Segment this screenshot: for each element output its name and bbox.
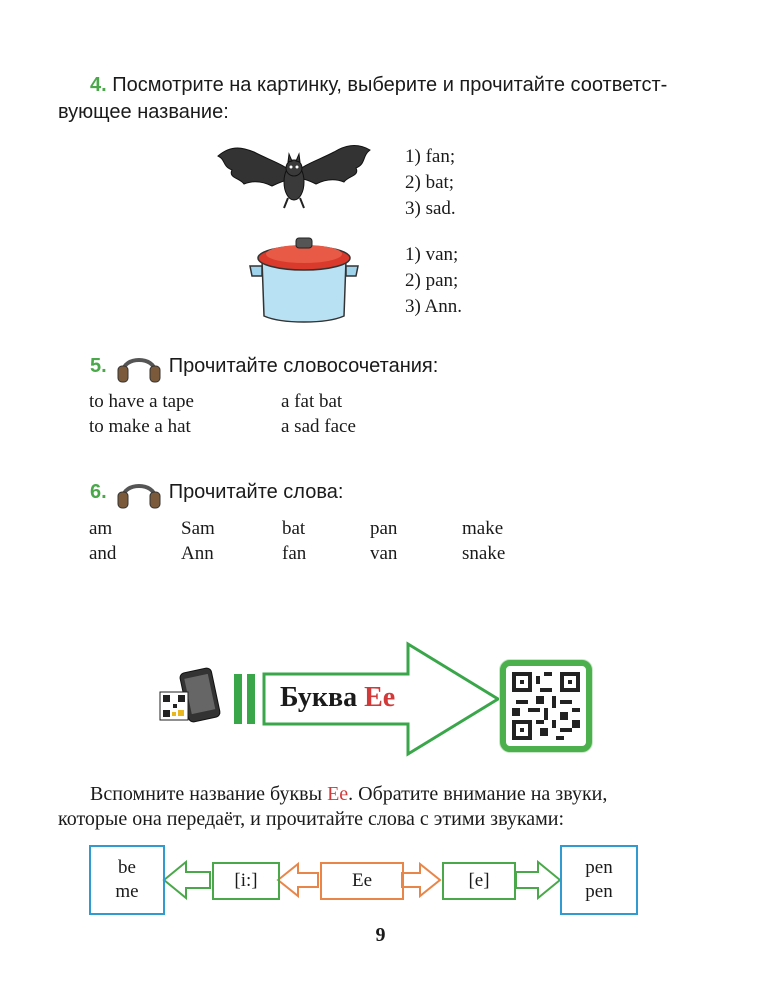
banner-letter: Ee bbox=[364, 682, 396, 713]
task4-number: 4. bbox=[90, 74, 107, 96]
banner-title bbox=[280, 678, 395, 718]
word: and bbox=[89, 543, 117, 564]
word: snake bbox=[462, 543, 506, 564]
option-item[interactable]: 2) bat; bbox=[405, 172, 455, 193]
qr-code[interactable] bbox=[500, 660, 592, 752]
intro-line1 bbox=[90, 782, 607, 807]
task5-col2 bbox=[281, 389, 356, 439]
sound-box-short: [e] bbox=[442, 862, 516, 900]
phrase-item: a fat bat bbox=[281, 391, 343, 412]
word: am bbox=[89, 518, 113, 539]
headphones-icon[interactable] bbox=[115, 474, 163, 510]
word: bat bbox=[282, 518, 306, 539]
word: Ann bbox=[181, 543, 214, 564]
word: van bbox=[370, 543, 398, 564]
option-item[interactable]: 3) Ann. bbox=[405, 296, 462, 317]
word: me bbox=[115, 881, 139, 902]
phone-scan-icon[interactable] bbox=[158, 666, 222, 728]
phrase-item: to have a tape bbox=[89, 391, 194, 412]
left-words-box bbox=[89, 845, 165, 915]
option-item[interactable]: 3) sad. bbox=[405, 198, 456, 219]
word-row bbox=[89, 541, 529, 566]
task4-line1: Посмотрите на картинку, выберите и прочитайте соответст- bbox=[112, 74, 668, 96]
option-item[interactable]: 1) fan; bbox=[405, 146, 456, 167]
task4-options-2 bbox=[405, 242, 462, 320]
phrase-item: a sad face bbox=[281, 416, 356, 437]
task6-header bbox=[90, 474, 343, 510]
pan-illustration bbox=[246, 232, 362, 326]
word: fan bbox=[282, 543, 307, 564]
word: be bbox=[118, 857, 136, 878]
word: pan bbox=[370, 518, 398, 539]
banner-word: Буква bbox=[280, 682, 358, 713]
task5-col1 bbox=[89, 389, 194, 439]
intro-line2: которые она передаёт, и прочитайте слова с этими звуками: bbox=[58, 808, 565, 830]
task5-header bbox=[90, 348, 438, 384]
sound-box-long: [i:] bbox=[212, 862, 280, 900]
letter-box: Ee bbox=[320, 862, 404, 900]
option-item[interactable]: 1) van; bbox=[405, 244, 459, 265]
phrase-item: to make a hat bbox=[89, 416, 191, 437]
option-item[interactable]: 2) pan; bbox=[405, 270, 459, 291]
task6-number: 6. bbox=[90, 480, 107, 503]
task6-text: Прочитайте слова: bbox=[168, 480, 344, 503]
intro-part2: . Обратите внимание на звуки, bbox=[348, 783, 608, 805]
headphones-icon[interactable] bbox=[115, 348, 163, 384]
task4-line2: вующее название: bbox=[58, 101, 229, 123]
bat-illustration bbox=[214, 134, 374, 214]
intro-letter: Ee bbox=[327, 783, 349, 805]
task4-options-1 bbox=[405, 144, 456, 222]
page-number: 9 bbox=[375, 924, 386, 946]
word: make bbox=[462, 518, 504, 539]
qr-code-icon bbox=[512, 672, 580, 740]
word-row bbox=[89, 516, 529, 541]
intro-part1: Вспомните название буквы bbox=[90, 783, 328, 805]
word: Sam bbox=[181, 518, 215, 539]
right-words-box bbox=[560, 845, 638, 915]
task5-number: 5. bbox=[90, 354, 107, 377]
word: pen bbox=[585, 857, 613, 878]
word: pen bbox=[585, 881, 613, 902]
task4-instruction bbox=[90, 72, 710, 99]
task6-words bbox=[89, 516, 529, 566]
task5-text: Прочитайте словосочетания: bbox=[168, 354, 439, 377]
